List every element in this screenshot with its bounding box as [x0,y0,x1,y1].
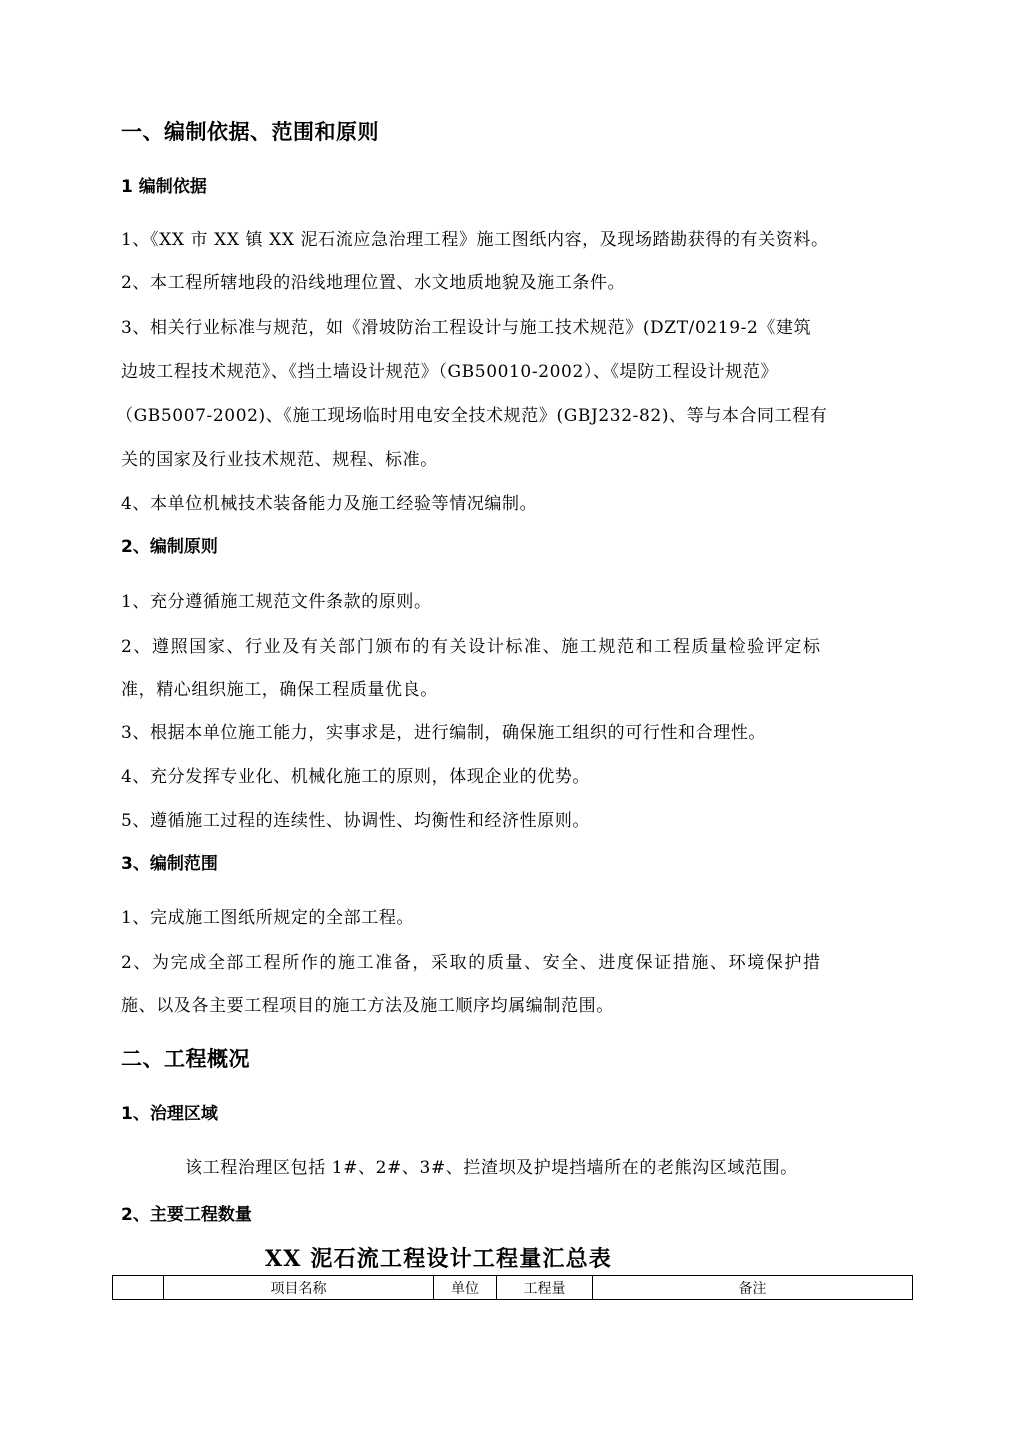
table-header-index [113,1276,164,1300]
subsection-heading-principles: 2、编制原则 [121,537,218,557]
scope-item-2-line-1: 2、为完成全部工程所作的施工准备，采取的质量、安全、进度保证措施、环境保护措 [121,953,822,973]
scope-item-2-line-2: 施、以及各主要工程项目的施工方法及施工顺序均属编制范围。 [121,996,614,1016]
basis-item-3-line-4: 关的国家及行业技术规范、规程、标准。 [121,450,438,470]
table-title: XX 泥石流工程设计工程量汇总表 [265,1246,612,1272]
principle-item-4: 4、充分发挥专业化、机械化施工的原则，体现企业的优势。 [121,767,591,787]
table-header-item-name: 项目名称 [164,1276,434,1300]
quantity-summary-table [112,1275,913,1300]
principle-item-1: 1、充分遵循施工规范文件条款的原则。 [121,592,432,612]
principle-item-5: 5、遵循施工过程的连续性、协调性、均衡性和经济性原则。 [121,811,591,831]
basis-item-3-line-1: 3、相关行业标准与规范，如《滑坡防治工程设计与施工技术规范》(DZT/0219-2《建筑 [121,318,812,338]
basis-item-2: 2、本工程所辖地段的沿线地理位置、水文地质地貌及施工条件。 [121,273,626,293]
principle-item-3: 3、根据本单位施工能力，实事求是，进行编制，确保施工组织的可行性和合理性。 [121,723,767,743]
area-description: 该工程治理区包括 1#、2#、3#、拦渣坝及护堤挡墙所在的老熊沟区域范围。 [185,1158,798,1178]
table-header-quantity: 工程量 [497,1276,593,1300]
section-title-compilation: 一、编制依据、范围和原则 [121,120,379,144]
subsection-heading-quantities: 2、主要工程数量 [121,1205,252,1225]
table-header-row [113,1276,913,1300]
scope-item-1: 1、完成施工图纸所规定的全部工程。 [121,908,415,928]
principle-item-2-line-2: 准，精心组织施工，确保工程质量优良。 [121,680,438,700]
subsection-heading-scope: 3、编制范围 [121,854,218,874]
section-title-overview: 二、工程概况 [121,1047,250,1071]
basis-item-3-line-3: （GB5007-2002)、《施工现场临时用电安全技术规范》(GBJ232-82)、等与本合同工程有 [116,406,828,426]
subsection-heading-basis: 1 编制依据 [121,177,207,197]
subsection-heading-area: 1、治理区域 [121,1104,218,1124]
basis-item-4: 4、本单位机械技术装备能力及施工经验等情况编制。 [121,494,538,514]
table-header-unit: 单位 [434,1276,497,1300]
basis-item-1: 1、《XX 市 XX 镇 XX 泥石流应急治理工程》施工图纸内容，及现场踏勘获得的有关资料。 [121,230,829,250]
basis-item-3-line-2: 边坡工程技术规范》、《挡土墙设计规范》（GB50010-2002）、《堤防工程设计规范》 [121,362,779,382]
table-header-remarks: 备注 [593,1276,913,1300]
principle-item-2-line-1: 2、遵照国家、行业及有关部门颁布的有关设计标准、施工规范和工程质量检验评定标 [121,637,822,657]
